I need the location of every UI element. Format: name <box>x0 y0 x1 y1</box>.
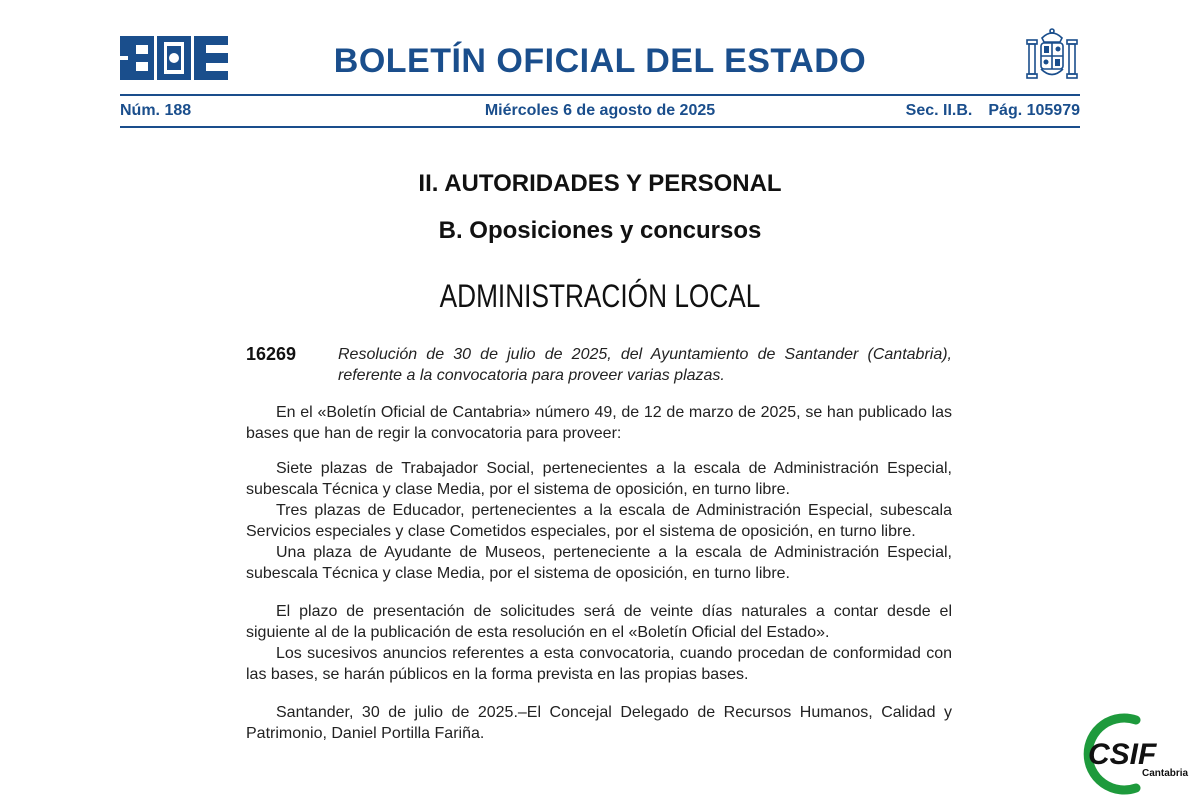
paragraph-plaza-ayudante-museos: Una plaza de Ayudante de Museos, perteneciente a la escala de Administración Especial, subescala Técnica y clase Media, por el sistema de oposición, en turno libre. <box>246 544 952 582</box>
page-number: Pág. 105979 <box>988 102 1080 119</box>
svg-text:Cantabria: Cantabria <box>1142 768 1189 779</box>
paragraph-intro: En el «Boletín Oficial de Cantabria» número 49, de 12 de marzo de 2025, se han publicado las bases que han de regir la convocatoria para proveer: <box>246 404 952 442</box>
paragraph-plaza-educador: Tres plazas de Educador, pertenecientes a la escala de Administración Especial, subescala Servicios especiales y clase Cometidos especiales, por el sistema de oposición, en turno libre. <box>246 502 952 540</box>
issue-number: Núm. 188 <box>120 102 192 119</box>
svg-text:CSIF: CSIF <box>1088 738 1157 771</box>
subsection-heading: B. Oposiciones y concursos <box>438 217 762 244</box>
section-label: Sec. II.B. <box>905 102 973 119</box>
document-body <box>246 402 952 744</box>
paragraph-plazo: El plazo de presentación de solicitudes será de veinte días naturales a contar desde el siguiente al de la publicación de esta resolución en el «Boletín Oficial del Estado». <box>246 603 952 641</box>
coat-of-arms-icon <box>1024 26 1080 86</box>
section-page <box>906 102 1080 120</box>
header-rule-bottom <box>120 126 1080 128</box>
bulletin-title: BOLETÍN OFICIAL DEL ESTADO <box>333 42 867 80</box>
issue-date: Miércoles 6 de agosto de 2025 <box>484 102 716 119</box>
header-rule-top <box>120 94 1080 96</box>
entry-number: 16269 <box>246 344 297 364</box>
section-heading: II. AUTORIDADES Y PERSONAL <box>418 170 782 197</box>
administration-heading: ADMINISTRACIÓN LOCAL <box>439 278 761 314</box>
paragraph-signature: Santander, 30 de julio de 2025.–El Concejal Delegado de Recursos Humanos, Calidad y Patrimonio, Daniel Portilla Fariña. <box>246 704 952 742</box>
paragraph-plaza-trabajador-social: Siete plazas de Trabajador Social, pertenecientes a la escala de Administración Especial, subescala Técnica y clase Media, por el sistema de oposición, en turno libre. <box>246 460 952 498</box>
csif-cantabria-logo <box>1074 712 1194 796</box>
paragraph-anuncios: Los sucesivos anuncios referentes a esta convocatoria, cuando procedan de conformidad con las bases, se harán públicos en la forma prevista en las propias bases. <box>246 645 952 683</box>
boe-header <box>120 26 1080 136</box>
entry-summary: Resolución de 30 de julio de 2025, del Ayuntamiento de Santander (Cantabria), referente a la convocatoria para proveer varias plazas. <box>338 346 952 384</box>
